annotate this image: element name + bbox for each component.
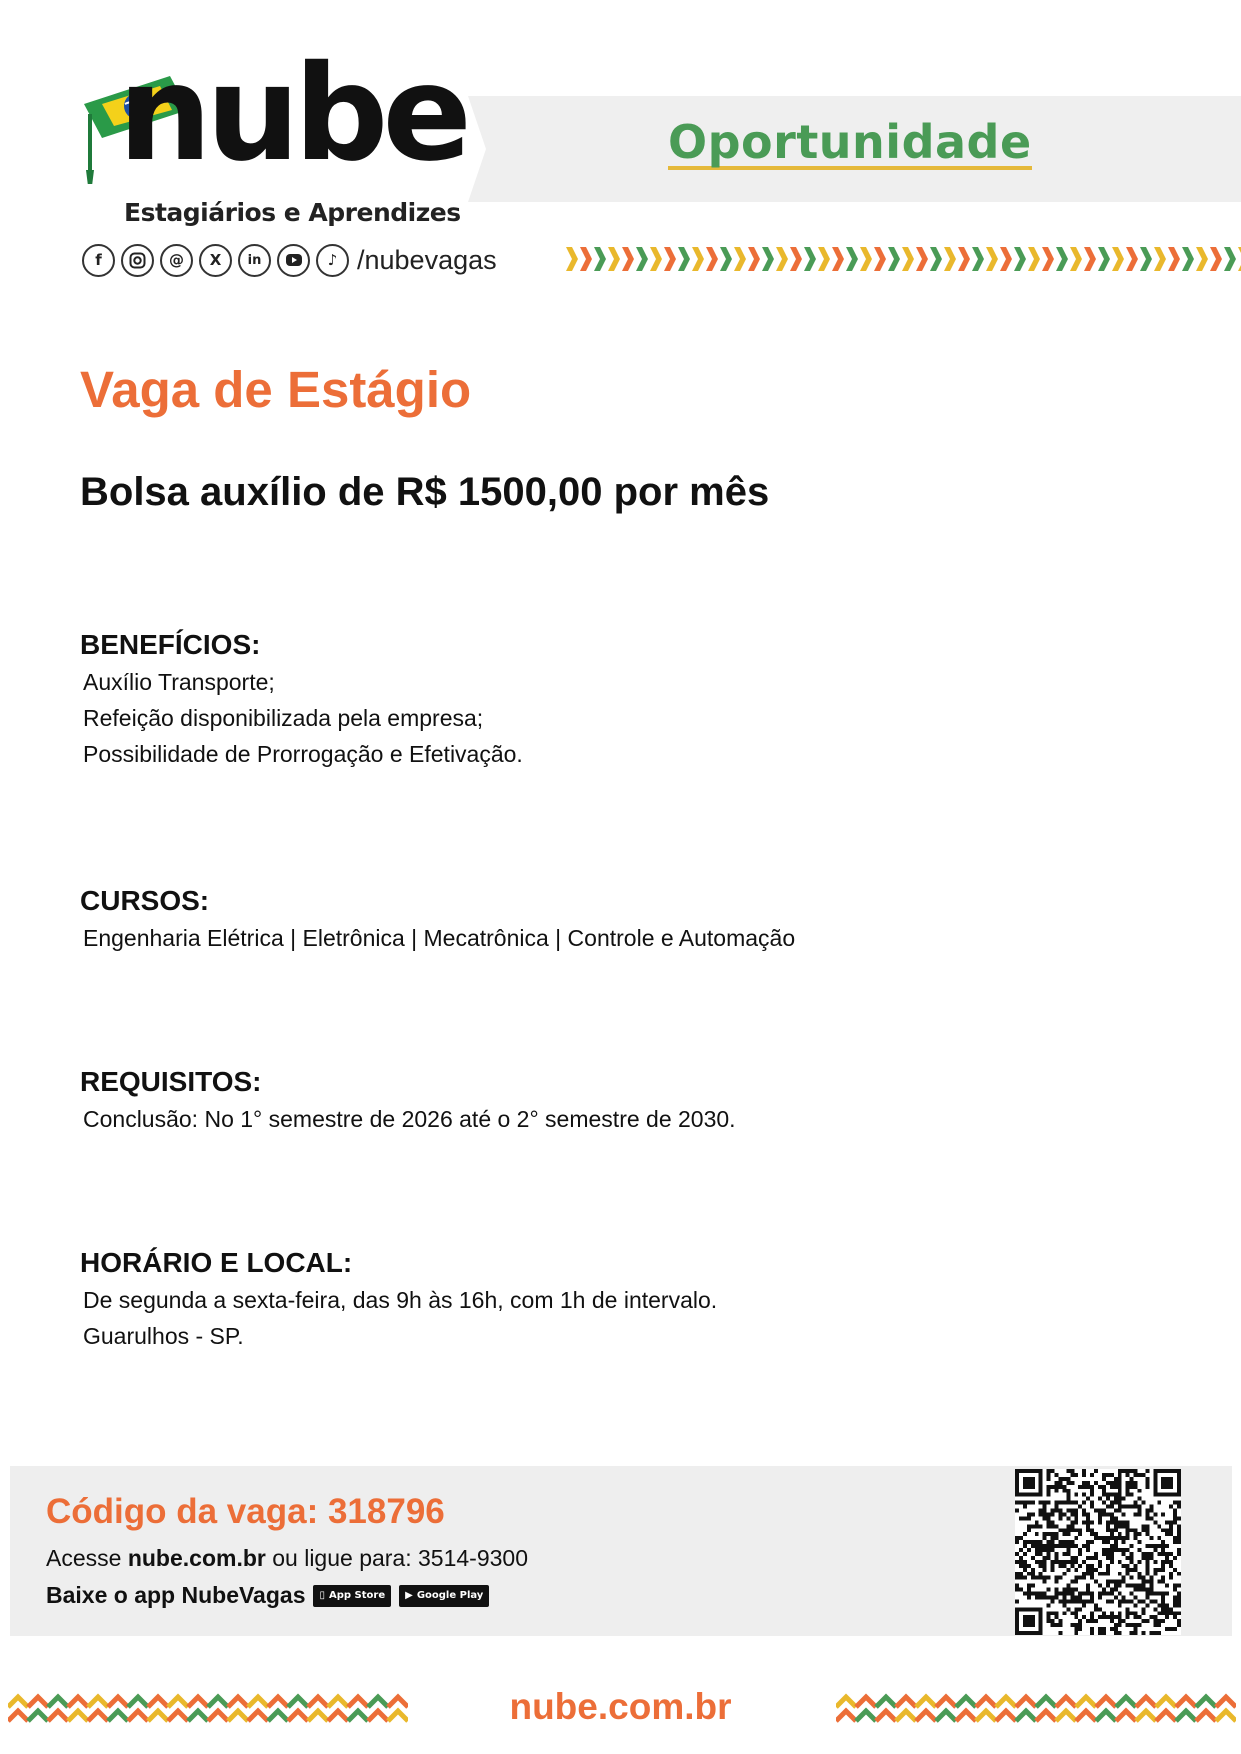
bottom-site-url[interactable]: nube.com.br [509,1686,732,1727]
benefits-list [83,664,523,772]
benefit-item: Auxílio Transporte; [83,669,275,695]
requirements-heading: REQUISITOS: [80,1066,262,1097]
app-download-line [46,1582,489,1609]
youtube-icon[interactable] [277,244,310,277]
access-site-link[interactable]: nube.com.br [127,1545,266,1571]
access-suffix: ou ligue para: 3514-9300 [272,1545,528,1571]
benefit-item: Refeição disponibilizada pela empresa; [83,705,484,731]
social-handle[interactable]: /nubevagas [357,244,497,275]
threads-icon[interactable]: @ [160,244,193,277]
x-icon[interactable]: X [199,244,232,277]
nube-logo [82,37,466,230]
app-store-badge[interactable]: ▯ App Store [313,1585,391,1607]
benefit-item: Possibilidade de Prorrogação e Efetivação. [83,741,523,767]
logo-subtitle: Estagiários e Aprendizes [124,198,461,227]
logo-wordmark: nube [118,37,466,191]
play-icon: ▶ [405,1590,413,1601]
apple-icon: ▯ [319,1590,325,1601]
qr-code[interactable] [1014,1469,1182,1635]
linkedin-icon[interactable]: in [238,244,271,277]
google-play-badge[interactable]: ▶ Google Play [399,1585,489,1607]
tiktok-icon[interactable]: ♪ [316,244,349,277]
schedule-item: De segunda a sexta-feira, das 9h às 16h, com 1h de intervalo. [83,1287,718,1313]
banner-title: Oportunidade [668,115,1032,169]
schedule-list [83,1282,717,1354]
social-links [82,242,497,278]
job-title: Vaga de Estágio [80,361,472,418]
decorative-pattern-right [836,1693,1236,1733]
job-code: Código da vaga: 318796 [46,1492,445,1531]
location-item: Guarulhos - SP. [83,1323,244,1349]
schedule-heading: HORÁRIO E LOCAL: [80,1247,353,1278]
courses-heading: CURSOS: [80,885,210,916]
benefits-heading: BENEFÍCIOS: [80,629,261,660]
facebook-icon[interactable]: f [82,244,115,277]
instagram-icon[interactable] [121,244,154,277]
courses-list [83,920,795,956]
opportunity-banner [468,96,1241,202]
stipend: Bolsa auxílio de R$ 1500,00 por mês [80,470,770,514]
decorative-chevrons [566,245,1241,273]
course-item: Engenharia Elétrica | Eletrônica | Mecatrônica | Controle e Automação [83,925,796,951]
contact-line [46,1545,528,1572]
requirements-list [83,1101,736,1137]
access-prefix: Acesse [46,1545,122,1571]
requirement-item: Conclusão: No 1° semestre de 2026 até o 2° semestre de 2030. [83,1106,736,1132]
app-text: Baixe o app NubeVagas [46,1582,306,1608]
